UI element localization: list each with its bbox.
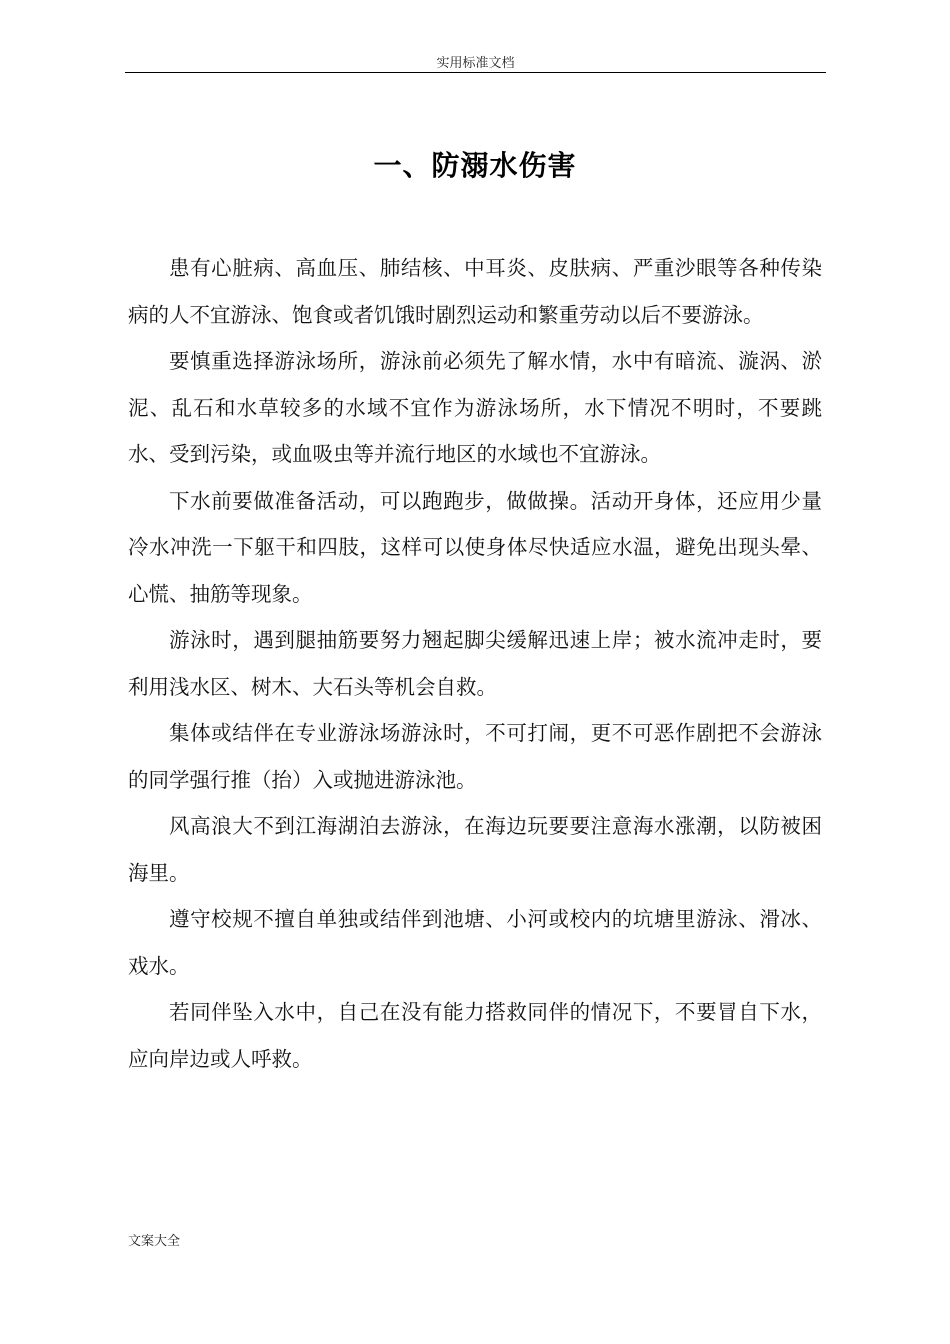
header-divider [125, 72, 826, 73]
paragraph-school-rules: 遵守校规不擅自单独或结伴到池塘、小河或校内的坑塘里游泳、滑冰、戏水。 [128, 907, 822, 978]
page-footer: 文案大全 [128, 1234, 181, 1249]
paragraph-wind-waves: 风高浪大不到江海湖泊去游泳，在海边玩要要注意海水涨潮，以防被困海里。 [128, 814, 822, 885]
paragraph-no-horseplay: 集体或结伴在专业游泳场游泳时，不可打闹，更不可恶作剧把不会游泳的同学强行推（抬）入或抛进游泳池。 [128, 721, 822, 792]
paragraph-cramps-currents: 游泳时，遇到腿抽筋要努力翘起脚尖缓解迅速上岸；被水流冲走时，要利用浅水区、树木、大石头等机会自救。 [128, 628, 822, 699]
document-body [128, 245, 822, 1082]
paragraph-health-conditions: 患有心脏病、高血压、肺结核、中耳炎、皮肤病、严重沙眼等各种传染病的人不宜游泳、饱食或者饥饿时剧烈运动和繁重劳动以后不要游泳。 [128, 256, 822, 327]
page-title: 一、防溺水伤害 [373, 149, 577, 182]
paragraph-rescue: 若同伴坠入水中，自己在没有能力搭救同伴的情况下，不要冒自下水，应向岸边或人呼救。 [128, 1000, 822, 1071]
paragraph-warm-up: 下水前要做准备活动，可以跑跑步，做做操。活动开身体，还应用少量冷水冲洗一下躯干和四肢，这样可以使身体尽快适应水温，避免出现头晕、心慌、抽筋等现象。 [128, 488, 822, 606]
paragraph-choose-location: 要慎重选择游泳场所，游泳前必须先了解水情，水中有暗流、漩涡、淤泥、乱石和水草较多的水域不宜作为游泳场所，水下情况不明时，不要跳水、受到污染，或血吸虫等并流行地区的水域也不宜游泳。 [128, 349, 822, 466]
page-header: 实用标准文档 [436, 56, 515, 71]
